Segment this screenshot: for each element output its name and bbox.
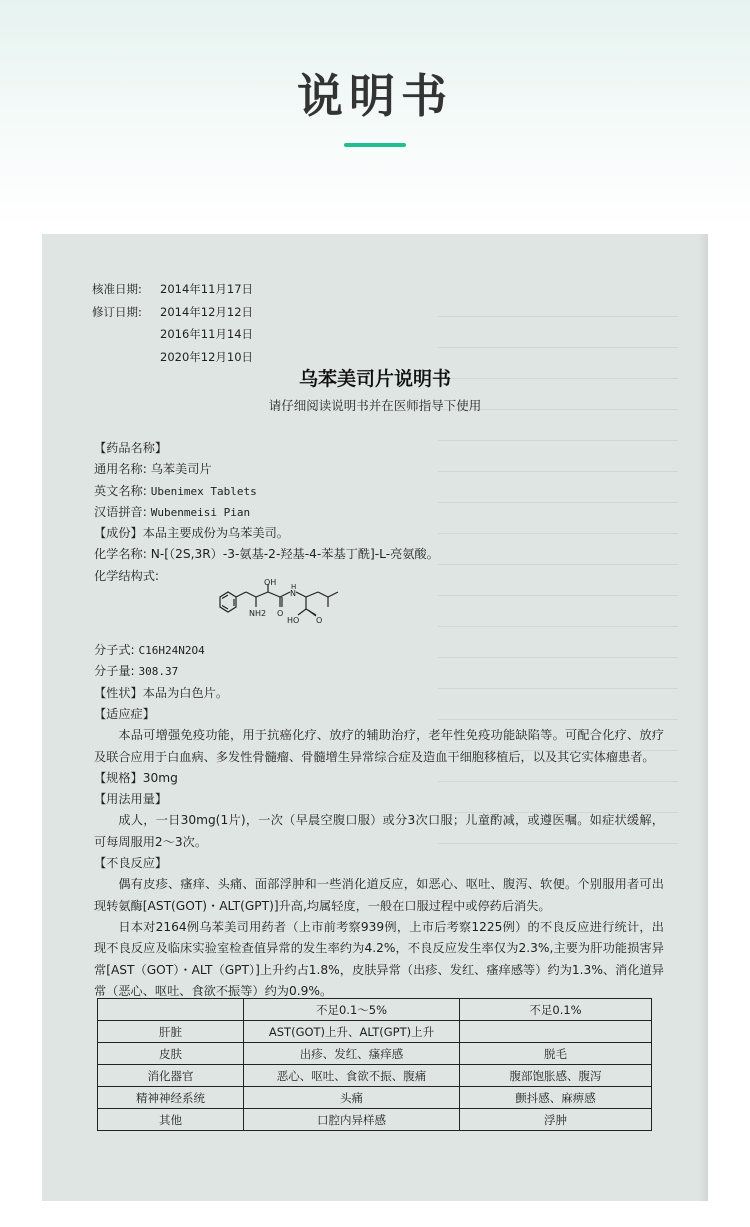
table-cell: 消化器官 xyxy=(98,1065,244,1087)
date-row xyxy=(92,323,253,346)
ingredients: 【成份】本品主要成份为乌苯美司。 xyxy=(94,526,289,541)
document-body xyxy=(94,438,664,1002)
mw-row xyxy=(94,661,664,682)
title-underline xyxy=(344,143,406,147)
table-row xyxy=(98,1087,652,1109)
formula-row xyxy=(94,640,664,661)
section-heading: 【用法用量】 xyxy=(94,792,168,807)
table-header-cell: 不足0.1% xyxy=(460,999,652,1021)
adverse-text: 偶有皮疹、瘙痒、头痛、面部浮肿和一些消化道反应，如恶心、呕吐、腹泻、软便。个别服用者可出现转氨酶[AST(GOT)・ALT(GPT)]升高,均属轻度，一般在口服过程中或停药后消失。 xyxy=(94,877,664,913)
chemical-name-label: 化学名称: xyxy=(94,547,147,562)
english-name: Ubenimex Tablets xyxy=(150,484,257,498)
table-row xyxy=(98,1021,652,1043)
table-row xyxy=(98,1043,652,1065)
table-cell: 腹部饱胀感、腹泻 xyxy=(460,1065,652,1087)
spec: 【规格】30mg xyxy=(94,770,178,785)
structure-label: 化学结构式: xyxy=(94,568,160,583)
pinyin-row xyxy=(94,502,664,523)
section-heading: 【不良反应】 xyxy=(94,856,168,871)
chemical-name: N-[（2S,3R）-3-氨基-2-羟基-4-苯基丁酰]-L-亮氨酸。 xyxy=(150,547,439,562)
structure-diagram xyxy=(212,579,372,634)
date-value: 2020年12月10日 xyxy=(160,349,254,364)
table-cell xyxy=(460,1021,652,1043)
english-name-row xyxy=(94,481,664,502)
date-row xyxy=(92,278,253,301)
table-cell: 出疹、发红、瘙痒感 xyxy=(244,1043,460,1065)
date-value: 2014年11月17日 xyxy=(160,282,254,296)
chemical-name-row xyxy=(94,544,664,565)
nh2-label: NH2 xyxy=(249,609,267,618)
dates-block xyxy=(92,278,253,368)
date-label: 核准日期: xyxy=(92,282,142,296)
table-cell: 恶心、呕吐、食欲不振、腹痛 xyxy=(244,1065,460,1087)
usage-text: 成人，一日30mg(1片)，一次（早晨空腹口服）或分3次口服；儿童酌减，或遵医嘱。如症状缓解，可每周服用2～3次。 xyxy=(94,813,664,849)
table-header-row xyxy=(98,999,652,1021)
table-header-cell: 不足0.1～5% xyxy=(244,999,460,1021)
oh-label: OH xyxy=(264,579,277,587)
date-value: 2016年11月14日 xyxy=(160,327,254,341)
acid-o-label: O xyxy=(316,616,323,625)
table-cell: 皮肤 xyxy=(98,1043,244,1065)
table-cell: 肝脏 xyxy=(98,1021,244,1043)
table-row xyxy=(98,1065,652,1087)
page-title: 说明书 xyxy=(297,69,453,123)
table-cell: AST(GOT)上升、ALT(GPT)上升 xyxy=(244,1021,460,1043)
table-row xyxy=(98,1109,652,1131)
table-cell: 头痛 xyxy=(244,1087,460,1109)
document-title: 乌苯美司片说明书 xyxy=(298,368,451,390)
generic-name: 通用名称: 乌苯美司片 xyxy=(94,462,212,477)
chemical-structure xyxy=(212,579,372,634)
table-cell: 精神神经系统 xyxy=(98,1087,244,1109)
table-cell: 口腔内异样感 xyxy=(244,1109,460,1131)
table-cell: 颤抖感、麻痹感 xyxy=(460,1087,652,1109)
mw: 308.37 xyxy=(138,665,179,679)
structure-spacer xyxy=(94,587,664,640)
mw-label: 分子量: xyxy=(94,664,135,679)
document-subtitle: 请仔细阅读说明书并在医师指导下使用 xyxy=(268,398,482,413)
appearance: 【性状】本品为白色片。 xyxy=(94,685,229,700)
indications-text: 本品可增强免疫功能，用于抗癌化疗、放疗的辅助治疗，老年性免疫功能缺陷等。可配合化疗、放疗及联合应用于白血病、多发性骨髓瘤、骨髓增生异常综合症及造血干细胞移植后，以及其它实体瘤患者。 xyxy=(94,728,664,764)
carbonyl-o-label: O xyxy=(277,609,284,618)
date-label xyxy=(92,323,160,346)
date-row xyxy=(92,301,253,324)
table-cell: 浮肿 xyxy=(460,1109,652,1131)
table-cell: 其他 xyxy=(98,1109,244,1131)
date-value: 2014年12月12日 xyxy=(160,304,254,319)
table-header-cell xyxy=(98,999,244,1021)
n-label: N xyxy=(290,589,296,598)
pinyin: Wubenmeisi Pian xyxy=(150,505,251,519)
adverse-reaction-table xyxy=(97,998,652,1131)
formula: C16H24N2O4 xyxy=(138,644,205,658)
ho-label: HO xyxy=(287,616,300,625)
date-label: 修订日期: xyxy=(92,304,142,319)
english-name-label: 英文名称: xyxy=(94,483,147,498)
leaflet-photo xyxy=(42,234,708,1201)
adverse-table-wrap xyxy=(97,998,652,1131)
pinyin-label: 汉语拼音: xyxy=(94,504,147,519)
table-cell: 脱毛 xyxy=(460,1043,652,1065)
nh-h-label: H xyxy=(291,583,297,591)
leaflet-sheet xyxy=(42,234,708,1201)
section-heading: 【适应症】 xyxy=(94,706,155,721)
formula-label: 分子式: xyxy=(94,643,135,658)
section-heading: 【药品名称】 xyxy=(94,441,168,455)
adverse-stats-text: 日本对2164例乌苯美司用药者（上市前考察939例，上市后考察1225例）的不良反应进行统计，出现不良反应及临床实验室检查值异常的发生率约为4.2%，不良反应发生率仅为2.3%,主要为肝功能损害异常[AST（GOT）・ALT（GPT）]上升约占1.8%，皮肤异常（出疹、发红、瘙痒感等）约为1.3%、消化道异常（恶心、呕吐、食欲不振等）约为0.9%。 xyxy=(94,919,664,998)
